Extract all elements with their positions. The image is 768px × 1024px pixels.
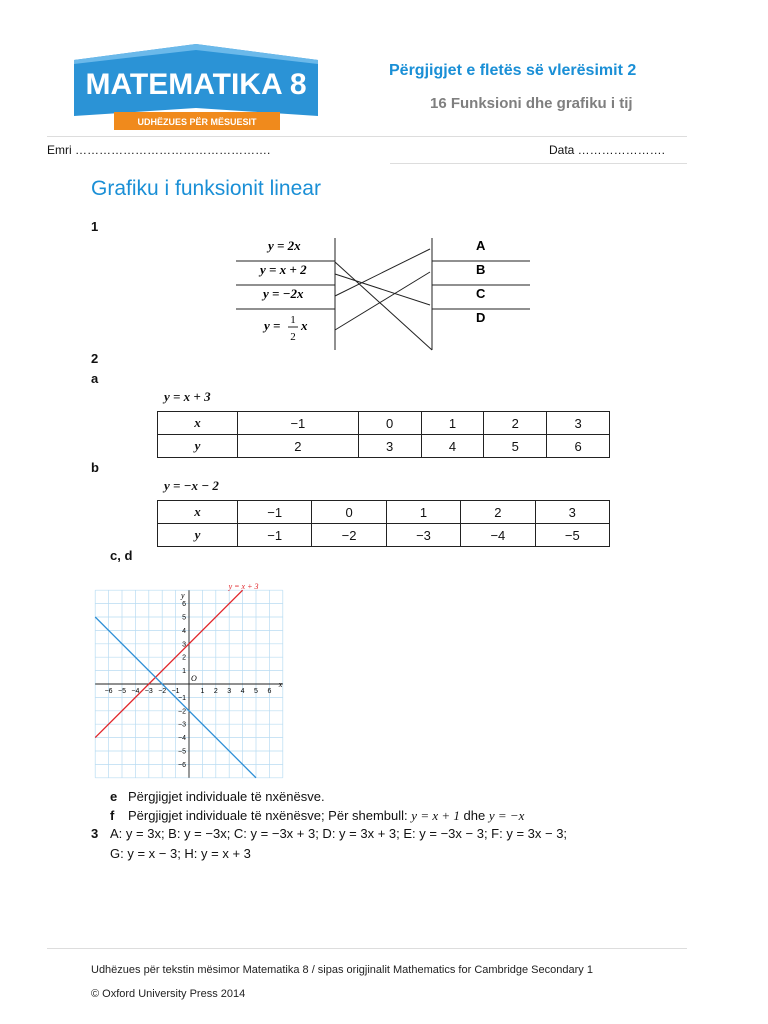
x-tick-label: −1 <box>171 688 180 695</box>
answer-text: Përgjigjet individuale të nxënësve; Për shembull: <box>128 808 408 823</box>
sheet-subtitle: 16 Funksioni dhe grafiku i tij <box>430 95 633 112</box>
y-tick-label: 4 <box>182 627 186 635</box>
question-number: 3 <box>91 826 99 841</box>
date-field: Data …………………. <box>549 143 666 157</box>
y-tick-label: −1 <box>178 694 186 702</box>
equation-label: y = x + 3 <box>164 389 211 404</box>
table-cell: 3 <box>535 501 609 524</box>
fraction-denominator: 2 <box>290 331 296 343</box>
line-graph <box>90 572 290 784</box>
x-tick-label: 5 <box>254 688 258 695</box>
series-label: y = x + 3 <box>228 582 259 592</box>
table-cell: 2 <box>238 435 359 458</box>
x-tick-label: 1 <box>200 688 205 695</box>
equation-label: y = 2x <box>268 238 301 253</box>
part-label: a <box>91 371 99 386</box>
part-label: e <box>110 789 118 804</box>
equation-label: y = −x − 2 <box>164 478 219 493</box>
table-cell: 4 <box>421 435 484 458</box>
table-header: y <box>158 435 238 458</box>
table-cell: −4 <box>461 524 535 547</box>
table-row <box>158 412 610 435</box>
table-cell: 3 <box>547 412 610 435</box>
logo-title: MATEMATIKA 8 <box>85 68 307 101</box>
table-row <box>158 524 610 547</box>
value-table-a <box>157 411 610 458</box>
question-number: 1 <box>91 219 99 234</box>
table-header: y <box>158 524 238 547</box>
name-field: Emri …………………………………………. <box>47 143 271 157</box>
matching-diagram <box>230 232 540 354</box>
sheet-title: Përgjigjet e fletës së vlerësimit 2 <box>389 62 637 79</box>
table-header: x <box>158 501 238 524</box>
y-tick-label: 2 <box>182 654 186 662</box>
option-letter: C <box>476 286 486 301</box>
y-tick-label: 1 <box>182 668 186 676</box>
table-cell: −1 <box>238 501 312 524</box>
table-cell: −2 <box>312 524 386 547</box>
y-tick-label: 3 <box>182 641 186 649</box>
y-tick-label: 5 <box>182 614 186 622</box>
y-tick-label: 6 <box>182 601 186 609</box>
x-tick-label: 3 <box>227 688 232 695</box>
equation-label: y = x + 1 <box>411 808 460 823</box>
table-cell: 1 <box>421 412 484 435</box>
option-letter: A <box>476 238 486 253</box>
fraction-numerator: 1 <box>290 314 296 326</box>
value-table-b <box>157 500 610 547</box>
footer-text: Udhëzues për tekstin mësimor Matematika 8 / sipas origjinalit Mathematics for Cambridge Secondary 1 <box>91 964 593 976</box>
divider <box>47 136 687 137</box>
part-label: b <box>91 460 99 475</box>
x-tick-label: 2 <box>213 688 218 695</box>
logo-subtitle: UDHËZUES PËR MËSUESIT <box>137 117 257 127</box>
y-axis-label: y <box>181 591 185 601</box>
option-letter: B <box>476 262 486 277</box>
series-line <box>95 590 242 737</box>
table-cell: 5 <box>484 435 547 458</box>
equation-label: y = x + 2 <box>260 262 307 277</box>
conjunction: dhe <box>463 808 486 823</box>
section-title: Grafiku i funksionit linear <box>91 177 321 200</box>
table-cell: 0 <box>312 501 386 524</box>
x-tick-label: 4 <box>240 688 245 695</box>
series-label <box>243 783 279 784</box>
table-cell: 6 <box>547 435 610 458</box>
table-cell: 3 <box>358 435 421 458</box>
equation-label: x <box>301 318 308 333</box>
logo <box>70 42 322 132</box>
copyright: © Oxford University Press 2014 <box>91 988 246 1000</box>
x-tick-label: −5 <box>118 688 126 695</box>
x-tick-label: −2 <box>158 688 167 695</box>
y-tick-label: −2 <box>178 708 186 716</box>
table-cell: −3 <box>386 524 460 547</box>
table-header: x <box>158 412 238 435</box>
y-tick-label: −4 <box>178 735 186 743</box>
table-cell: −1 <box>238 412 359 435</box>
x-tick-label: −3 <box>144 688 153 695</box>
table-row <box>158 501 610 524</box>
divider <box>390 163 687 164</box>
equation-label: y = −2x <box>263 286 304 301</box>
answer-text: G: y = x − 3; H: y = x + 3 <box>110 846 251 861</box>
question-number: 2 <box>91 351 99 366</box>
option-letter: D <box>476 310 486 325</box>
x-axis-label: x <box>278 680 283 689</box>
answer-text: Përgjigjet individuale të nxënësve. <box>128 789 325 804</box>
y-tick-label: −3 <box>178 721 186 729</box>
x-tick-label: −4 <box>131 688 140 695</box>
part-label: f <box>110 808 115 823</box>
table-cell: 0 <box>358 412 421 435</box>
divider <box>47 948 687 949</box>
answer-text: A: y = 3x; B: y = −3x; C: y = −3x + 3; D: y = 3x + 3; E: y = −3x − 3; F: y = 3x − 3; <box>110 826 568 841</box>
equation-label: y = <box>264 318 281 333</box>
origin-label: O <box>191 674 197 683</box>
y-tick-label: −5 <box>178 748 186 756</box>
table-cell: 1 <box>386 501 460 524</box>
table-cell: −5 <box>535 524 609 547</box>
table-row <box>158 435 610 458</box>
part-label: c, d <box>110 548 133 563</box>
answer-text <box>128 808 524 824</box>
x-tick-label: −6 <box>104 688 113 695</box>
table-cell: 2 <box>461 501 535 524</box>
table-cell: −1 <box>238 524 312 547</box>
x-tick-label: 6 <box>267 688 272 695</box>
y-tick-label: −6 <box>178 761 186 769</box>
table-cell: 2 <box>484 412 547 435</box>
equation-label: y = −x <box>488 808 525 823</box>
